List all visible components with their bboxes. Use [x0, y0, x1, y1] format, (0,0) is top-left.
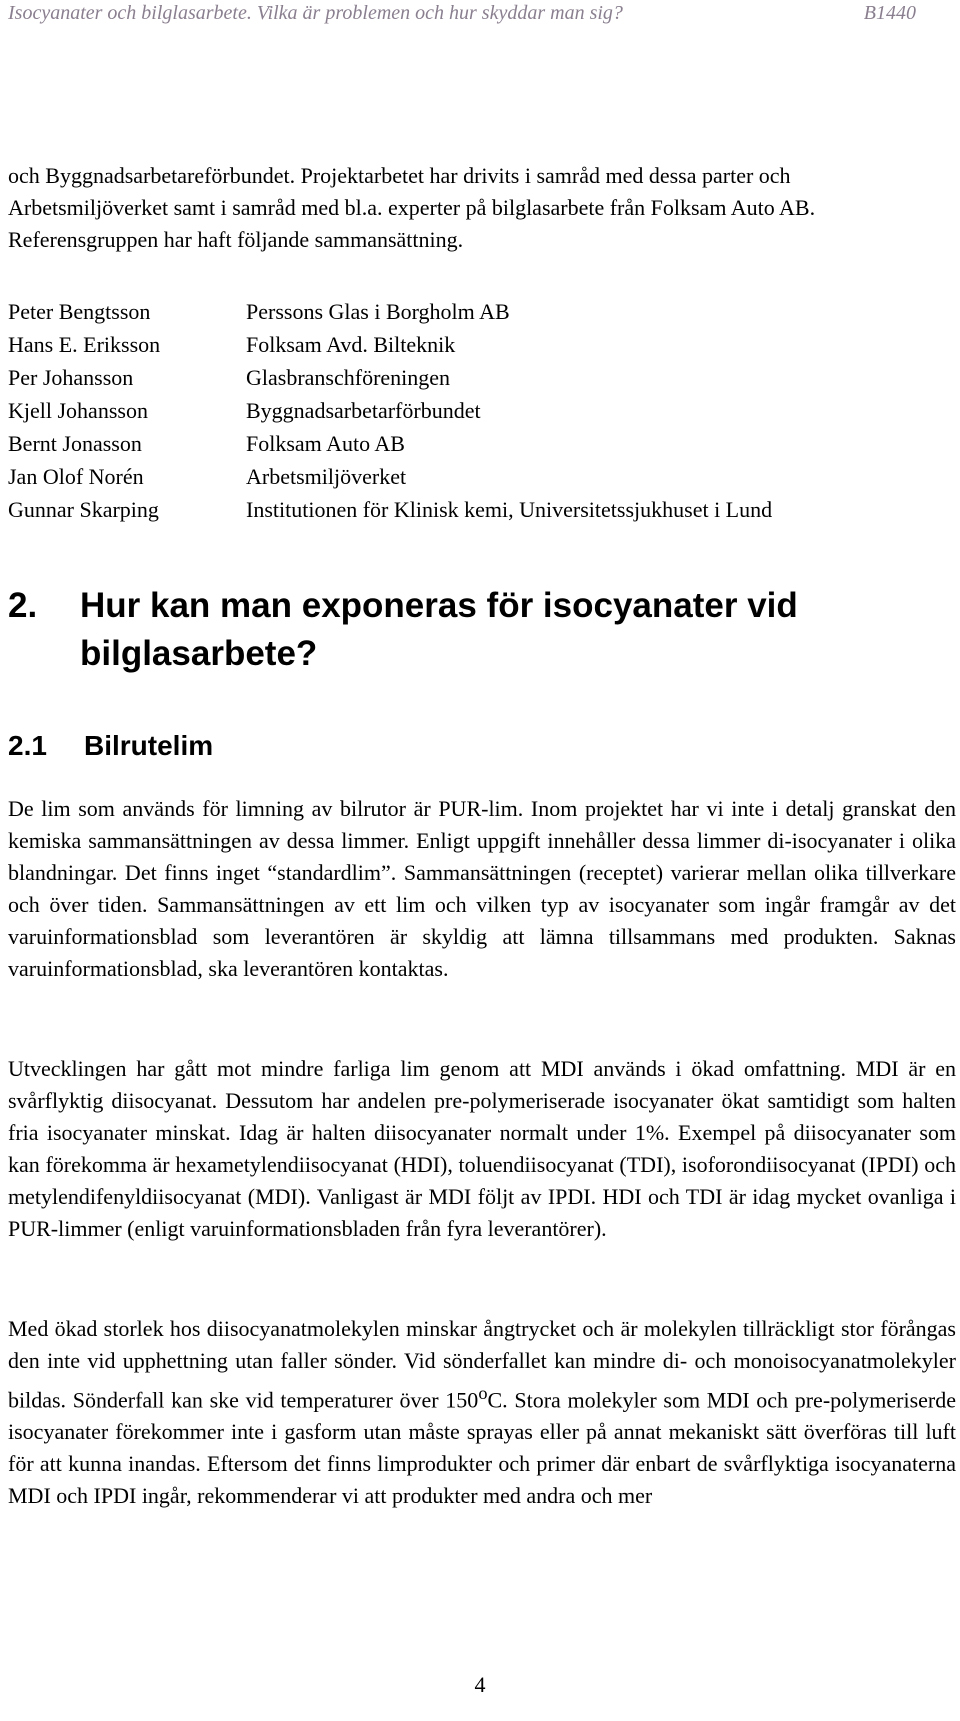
member-name: Jan Olof Norén: [8, 464, 144, 489]
member-name: Bernt Jonasson: [8, 431, 142, 456]
table-row: [8, 427, 772, 460]
member-name: Peter Bengtsson: [8, 299, 151, 324]
paragraph-text: Utvecklingen har gått mot mindre farliga lim genom att MDI används i ökad omfattning. MDI är en svårflyktig diisocyanat. Dessutom har andelen pre-polymeriserade isocyanater ökat samtidigt som halten fria isocyanater minskat. Idag är halten diisocyanater normalt under 1%. Exempel på diisocyanater som kan förekomma är hexametylendiisocyanat (HDI), toluendiisocyanat (TDI), isoforondiisocyanat (IPDI) och metylendifenyldiisocyanat (MDI). Vanligast är MDI följt av IPDI. HDI och TDI är idag mycket ovanliga i PUR-limmer (enligt varuinformationsbladen från fyra leverantörer).: [8, 1056, 956, 1241]
table-row: [8, 328, 772, 361]
member-organization: Folksam Auto AB: [246, 431, 405, 456]
document-code: B1440: [863, 2, 916, 24]
table-row: [8, 361, 772, 394]
paragraph-text: [8, 1313, 956, 1512]
intro-paragraph: [8, 160, 948, 256]
paragraph-text: De lim som används för limning av bilrutor är PUR-lim. Inom projektet har vi inte i detalj granskat den kemiska sammansättningen av dessa limmer. Enligt uppgift innehåller dessa limmer di-isocyanater i olika blandningar. Det finns inget “standardlim”. Sammansättningen (receptet) varierar mellan olika tillverkare och över tiden. Sammansättningen av ett lim och vilken typ av isocyanater som ingår framgår av det varuinformationsblad som leverantören är skyldig att lämna tillsammans med produkten. Saknas varuinformationsblad, ska leverantören kontaktas.: [8, 796, 956, 981]
body-paragraph-2: [8, 1053, 956, 1245]
section-number: 2.: [8, 586, 38, 625]
document-title: Isocyanater och bilglasarbete. Vilka är problemen och hur skyddar man sig?: [8, 2, 623, 24]
subsection-number: 2.1: [8, 730, 47, 761]
paragraph-text-part-2: C. Stora molekyler som MDI och pre-polymeriserde isocyanater förekommer inte i gasform utan måste sprayas eller på annat mekaniskt sätt överföras till luft för att kunna inandas. Eftersom det finns limprodukter och primer där enbart de svårflyktiga isocyanaterna MDI och IPDI ingår, rekommenderar vi att produkter med andra och mer: [8, 1387, 956, 1509]
section-title: Hur kan man exponeras för isocyanater vid bilglasarbete?: [80, 586, 798, 673]
member-organization: Glasbranschföreningen: [246, 365, 451, 390]
member-organization: Institutionen för Klinisk kemi, Universitetssjukhuset i Lund: [246, 497, 773, 522]
body-paragraph-1: [8, 793, 956, 985]
page-number: 4: [474, 1672, 486, 1697]
intro-text: och Byggnadsarbetareförbundet. Projektarbetet har drivits i samråd med dessa parter och Arbetsmiljöverket samt i samråd med bl.a. experter på bilglasarbete från Folksam Auto AB. Referensgruppen har haft följande sammansättning.: [8, 163, 816, 252]
member-organization: Folksam Avd. Bilteknik: [246, 332, 456, 357]
body-paragraph-3: [8, 1313, 956, 1512]
member-name: Gunnar Skarping: [8, 497, 159, 522]
member-name: Per Johansson: [8, 365, 134, 390]
member-organization: Byggnadsarbetarförbundet: [246, 398, 481, 423]
paragraph-text-part-1: Med ökad storlek hos diisocyanatmolekylen minskar ångtrycket och är molekylen tillräckligt stor förångas den inte vid upphettning utan faller sönder. Vid sönderfallet kan mindre di- och monoisocyanatmolekyler bildas. Sönderfall kan ske vid temperaturer över 150: [8, 1316, 956, 1413]
member-organization: Perssons Glas i Borgholm AB: [246, 299, 510, 324]
degree-superscript: o: [478, 1383, 488, 1403]
table-row: [8, 295, 772, 328]
member-name: Kjell Johansson: [8, 398, 148, 423]
table-row: [8, 493, 772, 526]
member-organization: Arbetsmiljöverket: [246, 464, 407, 489]
table-row: [8, 394, 772, 427]
reference-group-table: [8, 295, 772, 526]
table-row: [8, 460, 772, 493]
member-name: Hans E. Eriksson: [8, 332, 161, 357]
subsection-title: Bilrutelim: [84, 730, 214, 761]
